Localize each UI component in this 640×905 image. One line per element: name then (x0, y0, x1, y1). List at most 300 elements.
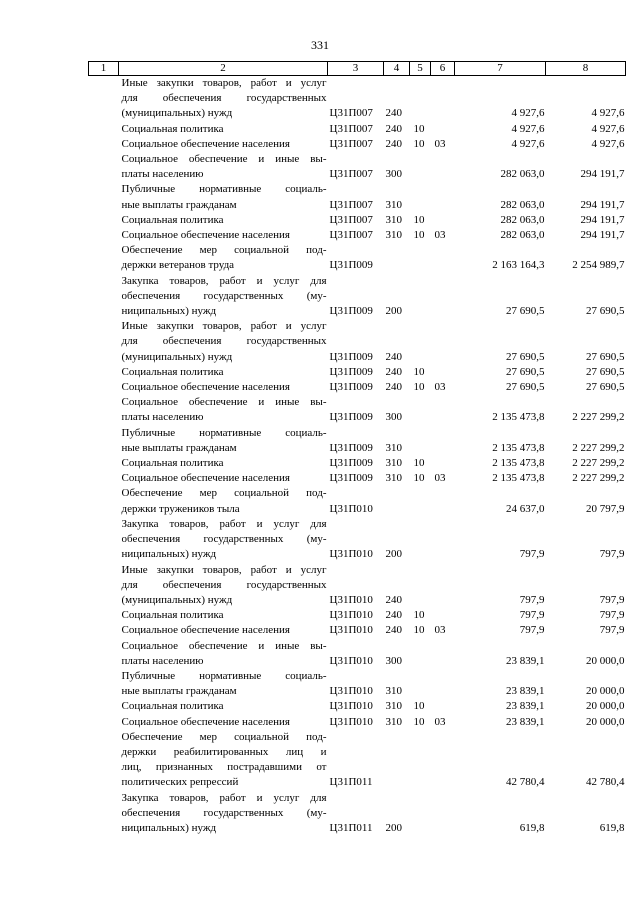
row-name-line: обеспечения государственных (му- (121, 533, 327, 546)
amount-year-1: 42 780,4 (506, 776, 545, 789)
table-row (89, 274, 626, 320)
row-name-line: ные выплаты гражданам (121, 685, 237, 698)
expense-type: 240 (385, 609, 402, 622)
section-code: 10 (413, 700, 425, 713)
subsection-code (431, 426, 455, 456)
target-code: Ц31П010 (329, 502, 373, 515)
row-name (119, 715, 328, 730)
amount-year-2: 4 927,6 (591, 122, 625, 135)
section-code (410, 76, 431, 122)
expense-type: 240 (385, 107, 402, 120)
table-row (89, 608, 626, 623)
section-code (410, 563, 431, 609)
target-code: Ц31П009 (329, 457, 373, 470)
amount-year-1: 619,8 (519, 821, 545, 834)
row-name (119, 639, 328, 669)
expense-type (384, 730, 410, 791)
col-1-cell (89, 715, 119, 730)
target-code: Ц31П009 (329, 381, 373, 394)
row-name-line: Социальная политика (121, 122, 224, 135)
row-name (119, 471, 328, 486)
target-code: Ц31П007 (329, 213, 373, 226)
subsection-code: 03 (434, 624, 446, 637)
table-row (89, 76, 626, 122)
target-code: Ц31П010 (329, 715, 373, 728)
row-name-line: Социальная политика (121, 213, 224, 226)
row-name (119, 213, 328, 228)
table-row (89, 395, 626, 425)
row-name-line: Публичные нормативные социаль- (121, 183, 327, 196)
col-1-cell (89, 137, 119, 152)
amount-year-2: 27 690,5 (586, 350, 625, 363)
table-row (89, 486, 626, 516)
table-row (89, 213, 626, 228)
section-code: 10 (413, 122, 425, 135)
section-code (410, 486, 431, 516)
subsection-code (431, 563, 455, 609)
amount-year-2: 20 000,0 (586, 715, 625, 728)
section-code: 10 (413, 609, 425, 622)
subsection-code (431, 243, 455, 273)
row-name-line: для обеспечения государственных (121, 335, 327, 348)
row-name-line: (муниципальных) нужд (121, 350, 233, 363)
row-name (119, 380, 328, 395)
amount-year-2: 20 797,9 (586, 502, 625, 515)
subsection-code: 03 (434, 137, 446, 150)
table-row (89, 152, 626, 182)
section-code (410, 243, 431, 273)
subsection-code (431, 639, 455, 669)
subsection-code (431, 319, 455, 365)
row-name-line: Социальная политика (121, 457, 224, 470)
target-code: Ц31П007 (329, 107, 373, 120)
expense-type: 240 (385, 381, 402, 394)
page-number: 331 (311, 38, 329, 52)
amount-year-1: 2 163 164,3 (492, 259, 545, 272)
subsection-code (431, 517, 455, 563)
col-1-cell (89, 471, 119, 486)
row-name-line: Социальное обеспечение и иные вы- (121, 639, 327, 652)
subsection-code: 03 (434, 715, 446, 728)
target-code: Ц31П011 (329, 821, 373, 834)
row-name (119, 122, 328, 137)
table-row (89, 517, 626, 563)
target-code: Ц31П007 (329, 122, 373, 135)
table-row (89, 699, 626, 714)
target-code: Ц31П010 (329, 685, 373, 698)
amount-year-2: 294 191,7 (580, 198, 625, 211)
expense-type: 240 (385, 624, 402, 637)
target-code: Ц31П009 (329, 365, 373, 378)
section-code (410, 426, 431, 456)
expense-type: 310 (385, 700, 402, 713)
header-cell-1: 1 (89, 62, 119, 76)
amount-year-1: 282 063,0 (500, 168, 545, 181)
amount-year-1: 4 927,6 (511, 107, 545, 120)
col-1-cell (89, 365, 119, 380)
row-name-line: Иные закупки товаров, работ и услуг (121, 320, 327, 333)
amount-year-2: 797,9 (599, 548, 625, 561)
row-name (119, 608, 328, 623)
amount-year-2: 4 927,6 (591, 137, 625, 150)
amount-year-2: 27 690,5 (586, 381, 625, 394)
expense-type: 310 (385, 229, 402, 242)
row-name-line: Публичные нормативные социаль- (121, 669, 327, 682)
expense-type: 310 (385, 213, 402, 226)
target-code: Ц31П007 (329, 137, 373, 150)
target-code: Ц31П007 (329, 229, 373, 242)
row-name-line: Социальное обеспечение населения (121, 472, 290, 485)
expense-type: 300 (385, 168, 402, 181)
row-name-line: Закупка товаров, работ и услуг для (121, 274, 327, 287)
section-code: 10 (413, 624, 425, 637)
row-name (119, 274, 328, 320)
header-cell-5: 5 (410, 62, 431, 76)
row-name-line: Социальное обеспечение населения (121, 624, 290, 637)
row-name-line: Социальное обеспечение и иные вы- (121, 153, 327, 166)
expense-type: 310 (385, 685, 402, 698)
target-code: Ц31П010 (329, 624, 373, 637)
amount-year-1: 797,9 (519, 624, 545, 637)
col-1-cell (89, 380, 119, 395)
subsection-code (431, 213, 455, 228)
section-code (410, 395, 431, 425)
table-row (89, 456, 626, 471)
amount-year-2: 2 227 299,2 (572, 411, 625, 424)
expense-type: 310 (385, 457, 402, 470)
row-name (119, 137, 328, 152)
table-row (89, 365, 626, 380)
row-name-line: ниципальных) нужд (121, 305, 217, 318)
expense-type: 200 (385, 821, 402, 834)
amount-year-1: 23 839,1 (506, 685, 545, 698)
subsection-code: 03 (434, 229, 446, 242)
row-name-line: Социальная политика (121, 609, 224, 622)
expense-type: 240 (385, 350, 402, 363)
expense-type: 240 (385, 593, 402, 606)
row-name (119, 76, 328, 122)
section-code (410, 319, 431, 365)
col-1-cell (89, 76, 119, 122)
table-row (89, 623, 626, 638)
row-name-line: платы населению (121, 654, 204, 667)
table-row (89, 471, 626, 486)
row-name-line: обеспечения государственных (му- (121, 806, 327, 819)
row-name-line: (муниципальных) нужд (121, 107, 233, 120)
table-row (89, 563, 626, 609)
budget-table (88, 61, 626, 836)
amount-year-1: 797,9 (519, 609, 545, 622)
amount-year-2: 27 690,5 (586, 365, 625, 378)
header-cell-4: 4 (384, 62, 410, 76)
amount-year-1: 2 135 473,8 (492, 457, 545, 470)
expense-type: 310 (385, 441, 402, 454)
col-1-cell (89, 319, 119, 365)
row-name (119, 152, 328, 182)
row-name-line: лиц, признанных пострадавшими от (121, 761, 327, 774)
section-code (410, 669, 431, 699)
amount-year-2: 27 690,5 (586, 305, 625, 318)
col-1-cell (89, 699, 119, 714)
amount-year-1: 24 637,0 (506, 502, 545, 515)
expense-type: 240 (385, 122, 402, 135)
subsection-code (431, 395, 455, 425)
table-row (89, 639, 626, 669)
header-row (89, 62, 626, 76)
header-cell-6: 6 (431, 62, 455, 76)
amount-year-2: 619,8 (599, 821, 625, 834)
amount-year-1: 27 690,5 (506, 350, 545, 363)
col-1-cell (89, 182, 119, 212)
amount-year-2: 2 227 299,2 (572, 472, 625, 485)
row-name-line: Социальная политика (121, 365, 224, 378)
section-code: 10 (413, 457, 425, 470)
subsection-code (431, 365, 455, 380)
subsection-code (431, 456, 455, 471)
subsection-code (431, 608, 455, 623)
section-code: 10 (413, 137, 425, 150)
row-name-line: держки тружеников тыла (121, 502, 240, 515)
row-name (119, 563, 328, 609)
target-code: Ц31П009 (329, 305, 373, 318)
target-code: Ц31П009 (329, 411, 373, 424)
amount-year-1: 2 135 473,8 (492, 441, 545, 454)
target-code: Ц31П009 (329, 259, 373, 272)
row-name-line: Публичные нормативные социаль- (121, 426, 327, 439)
header-cell-7: 7 (455, 62, 546, 76)
row-name-line: Социальное обеспечение и иные вы- (121, 396, 327, 409)
row-name (119, 426, 328, 456)
target-code: Ц31П007 (329, 198, 373, 211)
amount-year-1: 23 839,1 (506, 700, 545, 713)
col-1-cell (89, 426, 119, 456)
amount-year-2: 4 927,6 (591, 107, 625, 120)
section-code: 10 (413, 229, 425, 242)
amount-year-2: 2 254 989,7 (572, 259, 625, 272)
row-name-line: политических репрессий (121, 776, 239, 789)
amount-year-2: 42 780,4 (586, 776, 625, 789)
row-name-line: Обеспечение мер социальной под- (121, 730, 327, 743)
target-code: Ц31П009 (329, 441, 373, 454)
row-name-line: Закупка товаров, работ и услуг для (121, 517, 327, 530)
col-1-cell (89, 122, 119, 137)
row-name (119, 730, 328, 791)
subsection-code (431, 76, 455, 122)
target-code: Ц31П010 (329, 700, 373, 713)
expense-type: 310 (385, 715, 402, 728)
table-row (89, 791, 626, 837)
amount-year-2: 2 227 299,2 (572, 457, 625, 470)
amount-year-2: 2 227 299,2 (572, 441, 625, 454)
target-code: Ц31П007 (329, 168, 373, 181)
expense-type: 240 (385, 137, 402, 150)
subsection-code (431, 182, 455, 212)
amount-year-1: 282 063,0 (500, 229, 545, 242)
row-name-line: ные выплаты гражданам (121, 198, 237, 211)
table-row (89, 243, 626, 273)
row-name-line: для обеспечения государственных (121, 578, 327, 591)
target-code: Ц31П009 (329, 472, 373, 485)
amount-year-1: 797,9 (519, 593, 545, 606)
expense-type: 310 (385, 472, 402, 485)
subsection-code: 03 (434, 381, 446, 394)
row-name-line: для обеспечения государственных (121, 92, 327, 105)
amount-year-2: 294 191,7 (580, 168, 625, 181)
table-row (89, 380, 626, 395)
section-code: 10 (413, 715, 425, 728)
row-name-line: ные выплаты гражданам (121, 441, 237, 454)
row-name (119, 623, 328, 638)
table-row (89, 319, 626, 365)
section-code (410, 517, 431, 563)
col-1-cell (89, 608, 119, 623)
row-name (119, 486, 328, 516)
target-code: Ц31П010 (329, 654, 373, 667)
row-name-line: (муниципальных) нужд (121, 593, 233, 606)
row-name (119, 319, 328, 365)
subsection-code (431, 699, 455, 714)
subsection-code (431, 669, 455, 699)
col-1-cell (89, 243, 119, 273)
section-code (410, 274, 431, 320)
col-1-cell (89, 395, 119, 425)
row-name (119, 669, 328, 699)
row-name-line: Иные закупки товаров, работ и услуг (121, 563, 327, 576)
amount-year-2: 294 191,7 (580, 213, 625, 226)
table-row (89, 228, 626, 243)
subsection-code (431, 791, 455, 837)
amount-year-2: 797,9 (599, 609, 625, 622)
col-1-cell (89, 486, 119, 516)
col-1-cell (89, 456, 119, 471)
col-1-cell (89, 517, 119, 563)
expense-type: 200 (385, 548, 402, 561)
col-1-cell (89, 623, 119, 638)
table-body (89, 76, 626, 837)
row-name-line: Иные закупки товаров, работ и услуг (121, 77, 327, 89)
section-code (410, 182, 431, 212)
subsection-code (431, 274, 455, 320)
section-code: 10 (413, 213, 425, 226)
amount-year-1: 4 927,6 (511, 122, 545, 135)
row-name (119, 365, 328, 380)
row-name-line: Закупка товаров, работ и услуг для (121, 791, 327, 804)
row-name (119, 456, 328, 471)
section-code: 10 (413, 472, 425, 485)
expense-type: 300 (385, 411, 402, 424)
row-name-line: Социальное обеспечение населения (121, 381, 290, 394)
row-name-line: Социальное обеспечение населения (121, 715, 290, 728)
amount-year-1: 27 690,5 (506, 365, 545, 378)
row-name-line: ниципальных) нужд (121, 548, 217, 561)
col-1-cell (89, 791, 119, 837)
row-name (119, 182, 328, 212)
amount-year-2: 294 191,7 (580, 229, 625, 242)
amount-year-2: 797,9 (599, 624, 625, 637)
section-code (410, 730, 431, 791)
row-name (119, 395, 328, 425)
col-1-cell (89, 274, 119, 320)
expense-type: 300 (385, 654, 402, 667)
row-name-line: Социальное обеспечение населения (121, 229, 290, 242)
amount-year-1: 27 690,5 (506, 381, 545, 394)
expense-type: 310 (385, 198, 402, 211)
col-1-cell (89, 563, 119, 609)
amount-year-1: 2 135 473,8 (492, 411, 545, 424)
row-name (119, 243, 328, 273)
subsection-code (431, 730, 455, 791)
table-row (89, 122, 626, 137)
expense-type (384, 486, 410, 516)
amount-year-1: 4 927,6 (511, 137, 545, 150)
amount-year-1: 797,9 (519, 548, 545, 561)
amount-year-1: 23 839,1 (506, 654, 545, 667)
table-row (89, 137, 626, 152)
amount-year-2: 20 000,0 (586, 700, 625, 713)
header-cell-8: 8 (546, 62, 626, 76)
target-code: Ц31П010 (329, 593, 373, 606)
header-cell-2: 2 (119, 62, 328, 76)
col-1-cell (89, 669, 119, 699)
target-code: Ц31П010 (329, 609, 373, 622)
header-cell-3: 3 (328, 62, 384, 76)
col-1-cell (89, 228, 119, 243)
row-name-line: ниципальных) нужд (121, 821, 217, 834)
col-1-cell (89, 152, 119, 182)
amount-year-1: 282 063,0 (500, 213, 545, 226)
expense-type (384, 243, 410, 273)
target-code: Ц31П009 (329, 350, 373, 363)
row-name-line: обеспечения государственных (му- (121, 289, 327, 302)
table-row (89, 182, 626, 212)
col-1-cell (89, 213, 119, 228)
amount-year-2: 20 000,0 (586, 685, 625, 698)
amount-year-1: 2 135 473,8 (492, 472, 545, 485)
row-name (119, 791, 328, 837)
target-code: Ц31П010 (329, 548, 373, 561)
table-row (89, 715, 626, 730)
amount-year-2: 20 000,0 (586, 654, 625, 667)
row-name-line: Социальная политика (121, 700, 224, 713)
expense-type: 200 (385, 305, 402, 318)
section-code (410, 791, 431, 837)
table-row (89, 426, 626, 456)
row-name-line: Обеспечение мер социальной под- (121, 487, 327, 500)
section-code: 10 (413, 381, 425, 394)
section-code: 10 (413, 365, 425, 378)
row-name-line: платы населению (121, 411, 204, 424)
row-name-line: держки ветеранов труда (121, 259, 235, 272)
subsection-code: 03 (434, 472, 446, 485)
col-1-cell (89, 639, 119, 669)
expense-type: 240 (385, 365, 402, 378)
row-name-line: Социальное обеспечение населения (121, 137, 290, 150)
table-row (89, 730, 626, 791)
row-name-line: платы населению (121, 168, 204, 181)
section-code (410, 152, 431, 182)
section-code (410, 639, 431, 669)
subsection-code (431, 486, 455, 516)
amount-year-1: 27 690,5 (506, 305, 545, 318)
row-name (119, 228, 328, 243)
amount-year-2: 797,9 (599, 593, 625, 606)
amount-year-1: 23 839,1 (506, 715, 545, 728)
subsection-code (431, 122, 455, 137)
row-name-line: Обеспечение мер социальной под- (121, 244, 327, 257)
row-name-line: держки реабилитированных лиц и (121, 745, 327, 758)
target-code: Ц31П011 (329, 776, 373, 789)
row-name (119, 699, 328, 714)
